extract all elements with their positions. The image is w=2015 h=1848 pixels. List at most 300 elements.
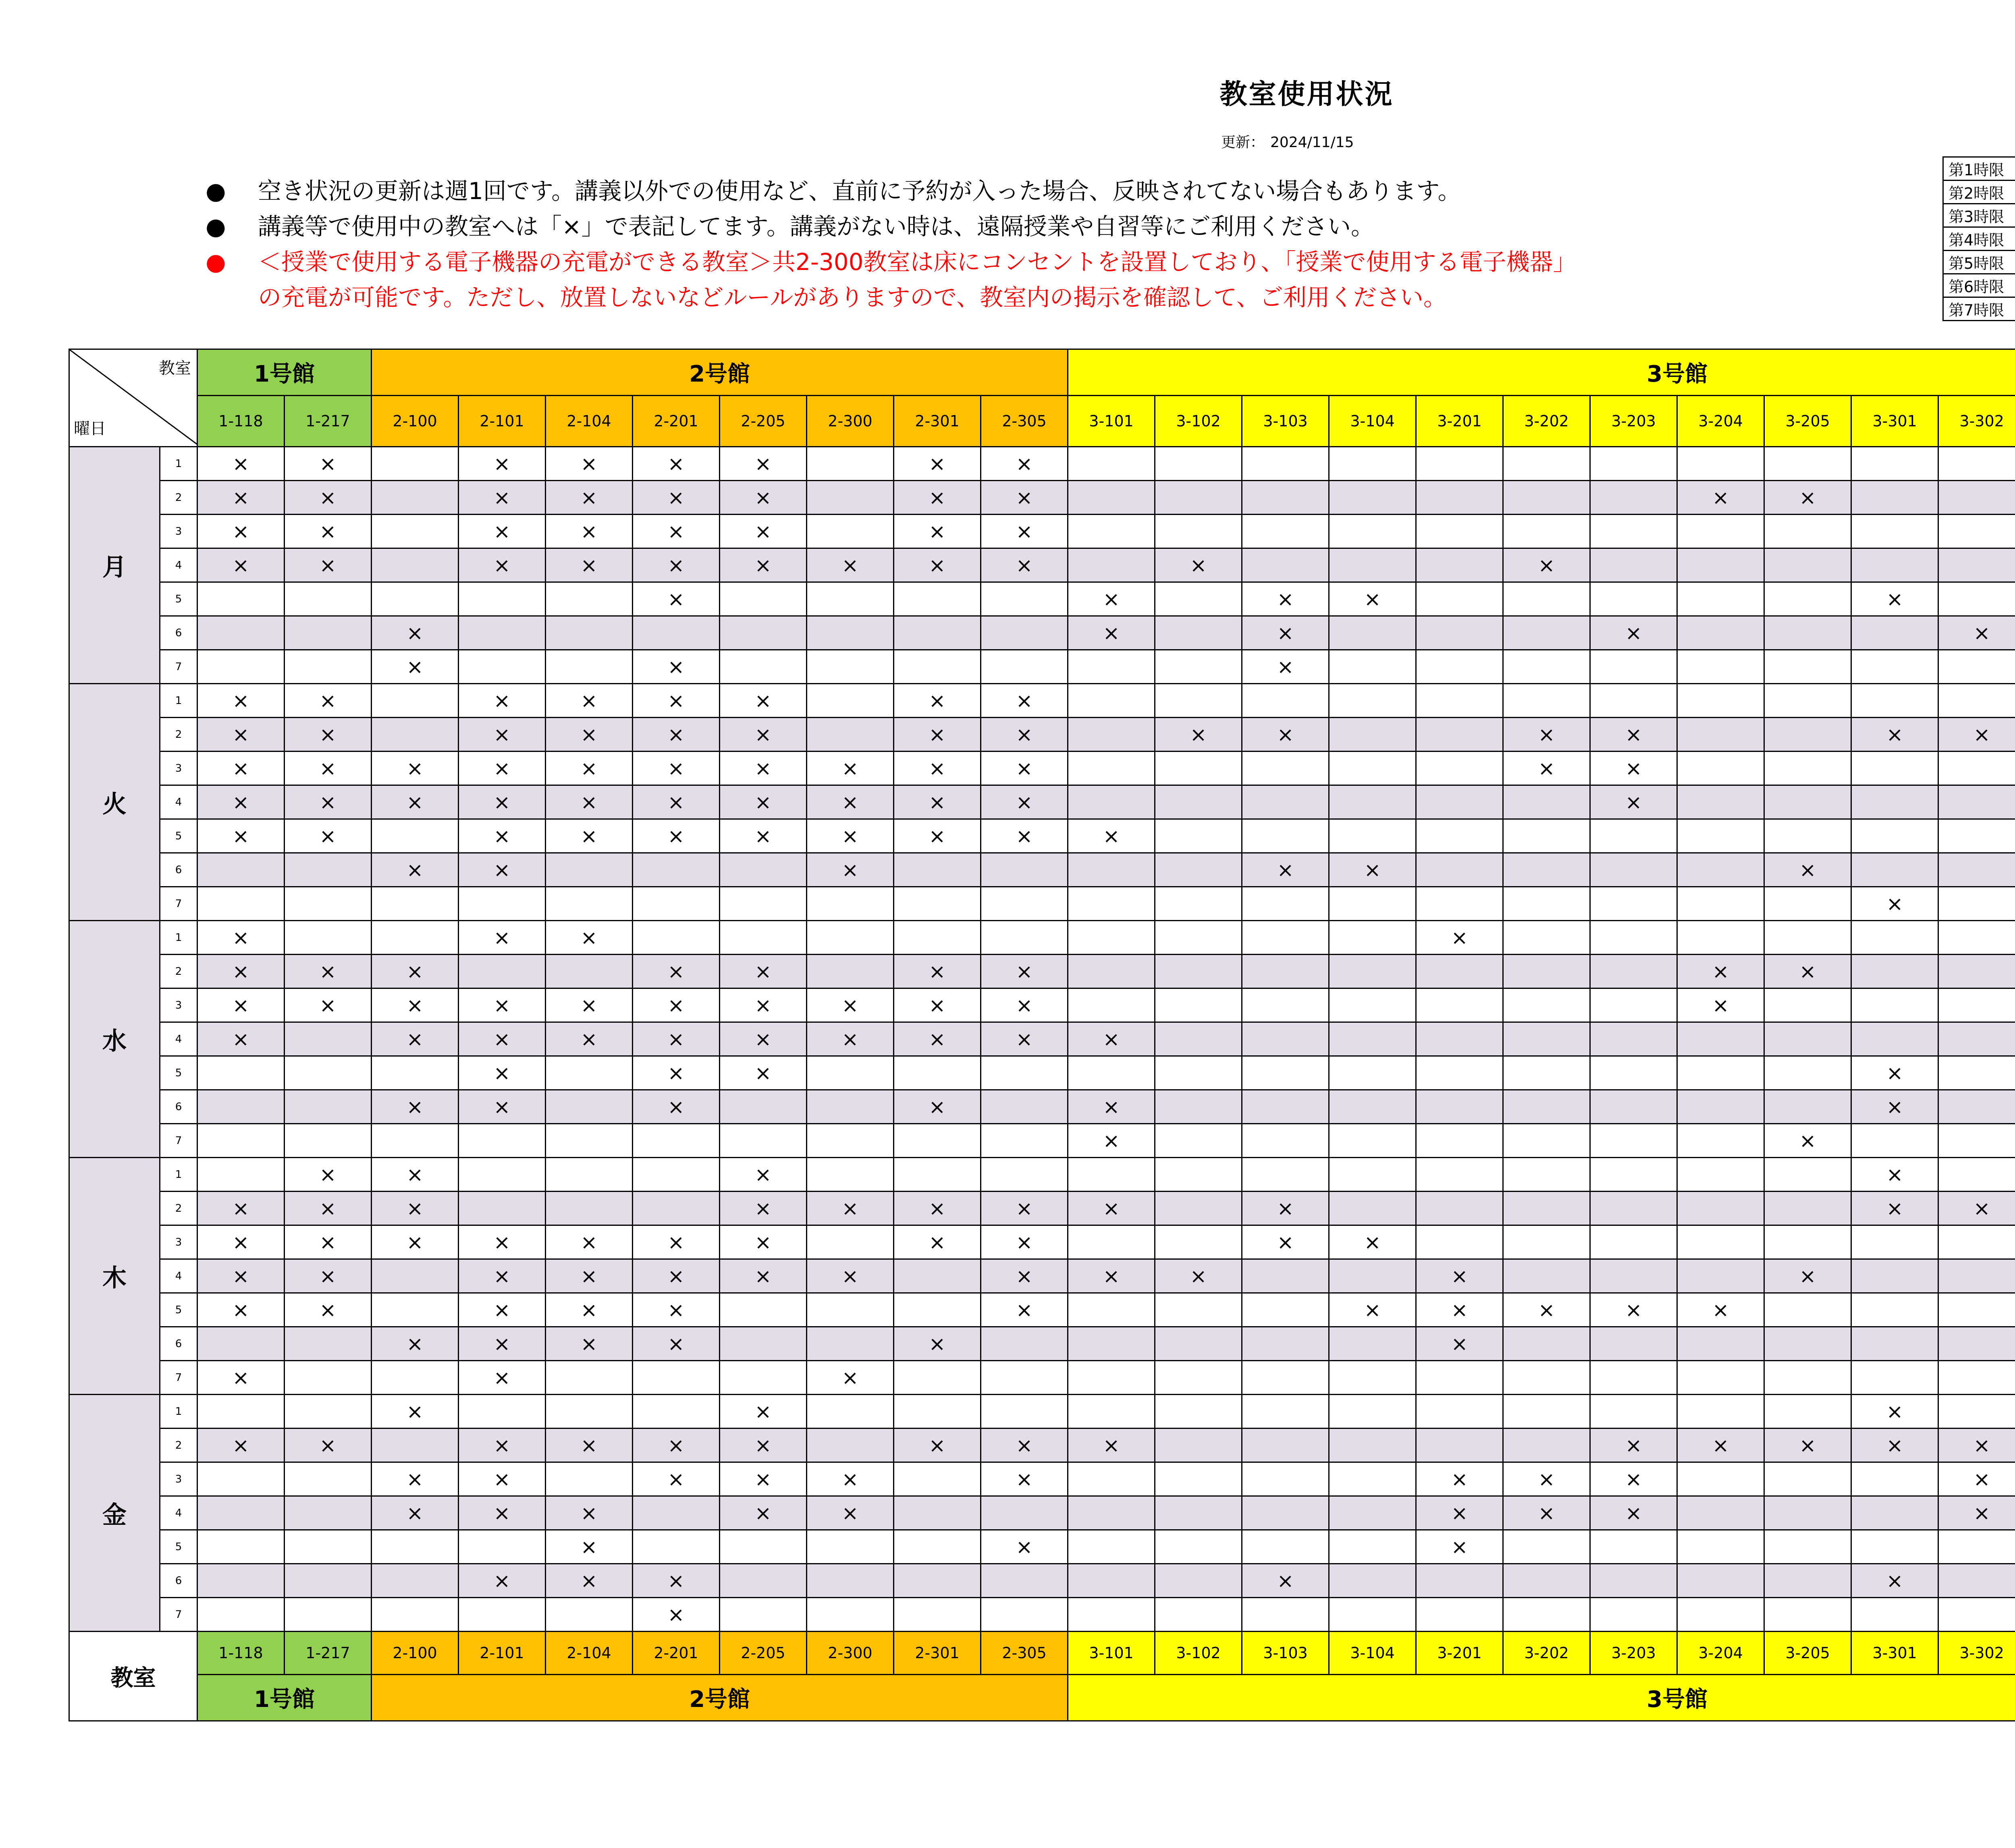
usage-cell [1851, 1598, 1938, 1632]
usage-cell [1590, 819, 1677, 853]
period-row [69, 1395, 2015, 1429]
usage-cell [1503, 1361, 1590, 1395]
usage-cell [981, 1395, 1068, 1429]
usage-cell [807, 1056, 894, 1090]
footer-room-label: 教室 [69, 1632, 197, 1721]
usage-cell [1677, 853, 1764, 887]
usage-cell: × [1938, 1496, 2015, 1530]
usage-cell [1329, 1462, 1416, 1496]
usage-cell [1155, 650, 1242, 684]
building-header: 2号館 [372, 349, 1068, 396]
usage-cell [633, 1361, 720, 1395]
usage-cell: × [720, 1462, 807, 1496]
room-header: 2-100 [372, 396, 459, 447]
usage-cell [1416, 515, 1503, 548]
usage-cell: × [720, 819, 807, 853]
usage-cell [1416, 1056, 1503, 1090]
usage-cell [1242, 1429, 1329, 1462]
room-header: 3-301 [1851, 396, 1938, 447]
usage-cell [807, 515, 894, 548]
usage-cell: × [894, 1327, 981, 1361]
note-text: ＜授業で使用する電子機器の充電ができる教室＞共2-300教室は床にコンセントを設置しており、「授業で使用する電子機器」 [258, 248, 1577, 276]
usage-cell [1416, 752, 1503, 785]
period-row [69, 1022, 2015, 1056]
period-row [69, 887, 2015, 921]
building-footer: 1号館 [197, 1675, 372, 1721]
usage-cell [1068, 752, 1155, 785]
usage-cell: × [372, 650, 459, 684]
usage-cell [1416, 650, 1503, 684]
period-row [69, 1530, 2015, 1564]
room-header: 2-104 [546, 396, 633, 447]
usage-cell [1851, 684, 1938, 718]
usage-cell [1068, 650, 1155, 684]
usage-cell [633, 616, 720, 650]
usage-cell [633, 1124, 720, 1158]
usage-cell: × [372, 1225, 459, 1259]
usage-cell [894, 887, 981, 921]
usage-cell [372, 1598, 459, 1632]
usage-cell: × [894, 955, 981, 988]
usage-cell: × [285, 481, 372, 515]
period-row [69, 988, 2015, 1022]
usage-cell [1938, 819, 2015, 853]
usage-cell: × [197, 481, 285, 515]
usage-cell [1764, 447, 1851, 481]
period-number: 6 [160, 853, 197, 887]
usage-cell [1938, 1022, 2015, 1056]
usage-cell: × [894, 515, 981, 548]
usage-cell: × [981, 988, 1068, 1022]
usage-cell [1503, 1056, 1590, 1090]
usage-cell [1851, 1327, 1938, 1361]
usage-cell [372, 1564, 459, 1598]
usage-cell [1068, 1225, 1155, 1259]
usage-cell [1764, 1598, 1851, 1632]
usage-cell: × [1851, 582, 1938, 616]
usage-cell [1590, 1395, 1677, 1429]
usage-cell: × [197, 1293, 285, 1327]
usage-cell: × [285, 1225, 372, 1259]
usage-cell [981, 1090, 1068, 1124]
usage-cell [285, 582, 372, 616]
usage-cell: × [1764, 853, 1851, 887]
usage-cell: × [720, 447, 807, 481]
usage-cell [807, 1090, 894, 1124]
usage-cell: × [1590, 616, 1677, 650]
usage-cell [546, 955, 633, 988]
usage-cell [1155, 481, 1242, 515]
usage-cell [1851, 752, 1938, 785]
usage-cell: × [981, 718, 1068, 752]
usage-cell: × [546, 718, 633, 752]
usage-cell [1242, 1056, 1329, 1090]
usage-cell: × [1851, 1395, 1938, 1429]
usage-cell [197, 582, 285, 616]
usage-cell: × [459, 1496, 546, 1530]
usage-cell: × [981, 1259, 1068, 1293]
usage-cell: × [1677, 955, 1764, 988]
usage-cell [1764, 1462, 1851, 1496]
usage-cell: × [894, 988, 981, 1022]
usage-cell [1242, 1022, 1329, 1056]
period-row [1943, 297, 2015, 321]
usage-cell [1242, 955, 1329, 988]
usage-cell [894, 1496, 981, 1530]
usage-cell [1851, 1124, 1938, 1158]
usage-cell: × [546, 1496, 633, 1530]
usage-cell: × [285, 1293, 372, 1327]
usage-cell [1851, 955, 1938, 988]
usage-cell [285, 1530, 372, 1564]
usage-cell [1851, 1361, 1938, 1395]
period-row [69, 1429, 2015, 1462]
usage-cell [1677, 1124, 1764, 1158]
usage-cell [1329, 921, 1416, 955]
usage-cell: × [1590, 752, 1677, 785]
usage-cell [1416, 1158, 1503, 1192]
usage-cell [1329, 616, 1416, 650]
room-footer: 3-202 [1503, 1632, 1590, 1675]
usage-cell [807, 1395, 894, 1429]
usage-cell [1416, 447, 1503, 481]
usage-cell [546, 1192, 633, 1225]
usage-cell [894, 1530, 981, 1564]
usage-cell [1329, 447, 1416, 481]
usage-cell [1242, 515, 1329, 548]
room-header: 3-203 [1590, 396, 1677, 447]
usage-cell [633, 1192, 720, 1225]
usage-cell [459, 887, 546, 921]
usage-cell [1329, 1158, 1416, 1192]
usage-cell [1155, 819, 1242, 853]
usage-cell [1938, 785, 2015, 819]
usage-cell [459, 1395, 546, 1429]
usage-cell: × [459, 1327, 546, 1361]
notes-list [197, 173, 1577, 315]
usage-cell [1242, 1395, 1329, 1429]
room-header: 2-301 [894, 396, 981, 447]
period-number: 3 [160, 1462, 197, 1496]
usage-cell [372, 921, 459, 955]
usage-cell: × [1329, 582, 1416, 616]
usage-cell: × [720, 1056, 807, 1090]
room-header-row [69, 396, 2015, 447]
usage-cell: × [285, 515, 372, 548]
usage-cell: × [894, 819, 981, 853]
usage-cell [1503, 1530, 1590, 1564]
usage-cell [894, 1564, 981, 1598]
usage-cell [720, 1361, 807, 1395]
usage-cell: × [285, 684, 372, 718]
usage-cell [1242, 1598, 1329, 1632]
usage-cell [285, 921, 372, 955]
usage-cell [981, 853, 1068, 887]
usage-cell [1155, 1361, 1242, 1395]
usage-cell: × [981, 515, 1068, 548]
usage-cell [981, 887, 1068, 921]
usage-cell: × [546, 548, 633, 582]
usage-cell: × [459, 921, 546, 955]
usage-cell: × [894, 1090, 981, 1124]
usage-cell [1068, 548, 1155, 582]
usage-cell [807, 921, 894, 955]
usage-cell [981, 582, 1068, 616]
room-header: 3-104 [1329, 396, 1416, 447]
usage-cell [1068, 955, 1155, 988]
usage-cell [1677, 1158, 1764, 1192]
usage-cell [459, 1598, 546, 1632]
usage-cell [1242, 1090, 1329, 1124]
usage-cell [1764, 1530, 1851, 1564]
usage-cell [1590, 955, 1677, 988]
usage-cell [1764, 515, 1851, 548]
usage-cell [546, 853, 633, 887]
usage-cell [1503, 955, 1590, 988]
usage-cell [1851, 853, 1938, 887]
usage-cell: × [981, 1225, 1068, 1259]
usage-cell: × [1242, 1192, 1329, 1225]
room-footer: 3-301 [1851, 1632, 1938, 1675]
usage-cell: × [285, 988, 372, 1022]
usage-cell [1764, 785, 1851, 819]
day-label: 水 [69, 921, 160, 1158]
usage-cell [546, 1158, 633, 1192]
usage-cell: × [633, 819, 720, 853]
period-number: 2 [160, 955, 197, 988]
usage-cell [1677, 1530, 1764, 1564]
period-row [69, 1293, 2015, 1327]
usage-cell [1416, 582, 1503, 616]
period-row [69, 548, 2015, 582]
usage-cell: × [720, 1259, 807, 1293]
usage-cell [1068, 447, 1155, 481]
usage-cell [459, 616, 546, 650]
usage-cell: × [1851, 1429, 1938, 1462]
usage-cell [807, 481, 894, 515]
page-title: 教室使用状況 [1219, 79, 1394, 110]
usage-cell [1155, 1395, 1242, 1429]
usage-cell [1242, 1530, 1329, 1564]
usage-cell: × [546, 752, 633, 785]
usage-cell: × [372, 1327, 459, 1361]
usage-cell: × [1764, 1259, 1851, 1293]
usage-cell: × [546, 447, 633, 481]
usage-cell [285, 616, 372, 650]
usage-cell [1155, 1293, 1242, 1327]
usage-cell [1242, 1361, 1329, 1395]
usage-cell: × [197, 819, 285, 853]
period-row [69, 752, 2015, 785]
usage-cell [1938, 752, 2015, 785]
usage-cell: × [1851, 887, 1938, 921]
usage-cell: × [981, 481, 1068, 515]
room-footer: 2-201 [633, 1632, 720, 1675]
usage-cell [1764, 1496, 1851, 1530]
usage-cell [1590, 684, 1677, 718]
note-item [197, 209, 1577, 244]
usage-cell [1416, 1022, 1503, 1056]
usage-cell [1851, 1462, 1938, 1496]
period-time-table [1942, 156, 2015, 321]
period-row [1943, 204, 2015, 227]
usage-cell: × [1851, 718, 1938, 752]
room-footer: 3-103 [1242, 1632, 1329, 1675]
usage-cell [807, 650, 894, 684]
usage-cell [1503, 1259, 1590, 1293]
usage-cell: × [807, 1192, 894, 1225]
usage-cell [1938, 955, 2015, 988]
usage-cell [546, 1361, 633, 1395]
usage-cell [1329, 955, 1416, 988]
usage-cell [981, 1564, 1068, 1598]
usage-cell [1851, 1259, 1938, 1293]
usage-cell [1677, 684, 1764, 718]
usage-cell: × [1416, 1327, 1503, 1361]
usage-cell [1938, 1395, 2015, 1429]
usage-cell: × [285, 752, 372, 785]
room-footer: 2-101 [459, 1632, 546, 1675]
usage-cell [894, 650, 981, 684]
usage-cell [981, 1361, 1068, 1395]
period-number: 6 [160, 1090, 197, 1124]
usage-cell [1242, 819, 1329, 853]
usage-cell [1677, 616, 1764, 650]
usage-cell [1764, 1056, 1851, 1090]
usage-cell: × [1851, 1158, 1938, 1192]
usage-cell: × [459, 1429, 546, 1462]
usage-cell [1329, 988, 1416, 1022]
usage-cell: × [197, 447, 285, 481]
usage-cell: × [1242, 1564, 1329, 1598]
period-name: 第3時限 [1943, 204, 2015, 227]
usage-cell [894, 921, 981, 955]
usage-cell: × [807, 1496, 894, 1530]
usage-cell [285, 887, 372, 921]
period-row [69, 1225, 2015, 1259]
usage-cell: × [1503, 1496, 1590, 1530]
usage-cell: × [546, 1293, 633, 1327]
usage-cell [1329, 1496, 1416, 1530]
usage-cell: × [372, 853, 459, 887]
usage-cell [1416, 1429, 1503, 1462]
usage-cell: × [807, 785, 894, 819]
usage-cell: × [981, 1462, 1068, 1496]
room-footer: 2-100 [372, 1632, 459, 1675]
usage-cell: × [285, 1429, 372, 1462]
usage-cell: × [894, 1022, 981, 1056]
usage-cell: × [720, 548, 807, 582]
usage-cell [1590, 887, 1677, 921]
usage-cell: × [1503, 548, 1590, 582]
room-footer: 2-104 [546, 1632, 633, 1675]
usage-cell [1416, 548, 1503, 582]
usage-cell [197, 616, 285, 650]
usage-cell [1677, 1259, 1764, 1293]
usage-cell [1590, 1225, 1677, 1259]
room-header: 2-201 [633, 396, 720, 447]
usage-cell: × [459, 1056, 546, 1090]
usage-cell: × [981, 447, 1068, 481]
usage-cell [720, 921, 807, 955]
usage-cell [1242, 1158, 1329, 1192]
usage-cell [1677, 1022, 1764, 1056]
usage-cell [720, 650, 807, 684]
usage-cell: × [197, 1225, 285, 1259]
usage-cell [1851, 650, 1938, 684]
period-name: 第6時限 [1943, 274, 2015, 297]
usage-cell: × [285, 819, 372, 853]
usage-cell: × [633, 548, 720, 582]
usage-cell [1242, 752, 1329, 785]
usage-cell: × [720, 955, 807, 988]
usage-cell [546, 650, 633, 684]
usage-cell [1938, 447, 2015, 481]
usage-cell [285, 1564, 372, 1598]
usage-cell: × [633, 1429, 720, 1462]
header-corner [69, 349, 197, 447]
usage-cell [1938, 548, 2015, 582]
usage-cell [807, 1124, 894, 1158]
usage-cell: × [459, 1564, 546, 1598]
usage-cell [1068, 1293, 1155, 1327]
usage-cell [1938, 650, 2015, 684]
period-row [69, 1158, 2015, 1192]
usage-cell [1590, 853, 1677, 887]
usage-cell [1503, 785, 1590, 819]
day-axis-label: 曜日 [74, 419, 106, 438]
usage-cell: × [1938, 1429, 2015, 1462]
usage-cell: × [894, 548, 981, 582]
room-footer: 1-118 [197, 1632, 285, 1675]
usage-cell: × [1851, 1192, 1938, 1225]
usage-cell [546, 1090, 633, 1124]
room-header: 3-202 [1503, 396, 1590, 447]
usage-cell: × [633, 1225, 720, 1259]
usage-cell [1329, 548, 1416, 582]
usage-cell [1938, 887, 2015, 921]
usage-cell [372, 887, 459, 921]
usage-cell [372, 819, 459, 853]
room-header: 3-102 [1155, 396, 1242, 447]
room-header: 3-103 [1242, 396, 1329, 447]
usage-cell: × [546, 1225, 633, 1259]
usage-cell [1503, 1564, 1590, 1598]
usage-cell: × [372, 1090, 459, 1124]
usage-cell [372, 481, 459, 515]
usage-cell: × [633, 684, 720, 718]
usage-cell [1329, 819, 1416, 853]
usage-cell: × [372, 988, 459, 1022]
usage-cell [807, 582, 894, 616]
usage-cell [1155, 684, 1242, 718]
usage-cell [1242, 1124, 1329, 1158]
usage-cell [894, 1598, 981, 1632]
usage-cell: × [546, 921, 633, 955]
usage-cell [1416, 1395, 1503, 1429]
usage-cell: × [459, 1022, 546, 1056]
usage-cell: × [894, 447, 981, 481]
usage-cell [1590, 1598, 1677, 1632]
usage-cell [459, 1124, 546, 1158]
usage-cell: × [633, 447, 720, 481]
usage-cell [1068, 515, 1155, 548]
usage-cell [1416, 481, 1503, 515]
usage-cell [546, 1462, 633, 1496]
usage-cell [285, 853, 372, 887]
usage-cell [1242, 921, 1329, 955]
usage-cell: × [1068, 616, 1155, 650]
